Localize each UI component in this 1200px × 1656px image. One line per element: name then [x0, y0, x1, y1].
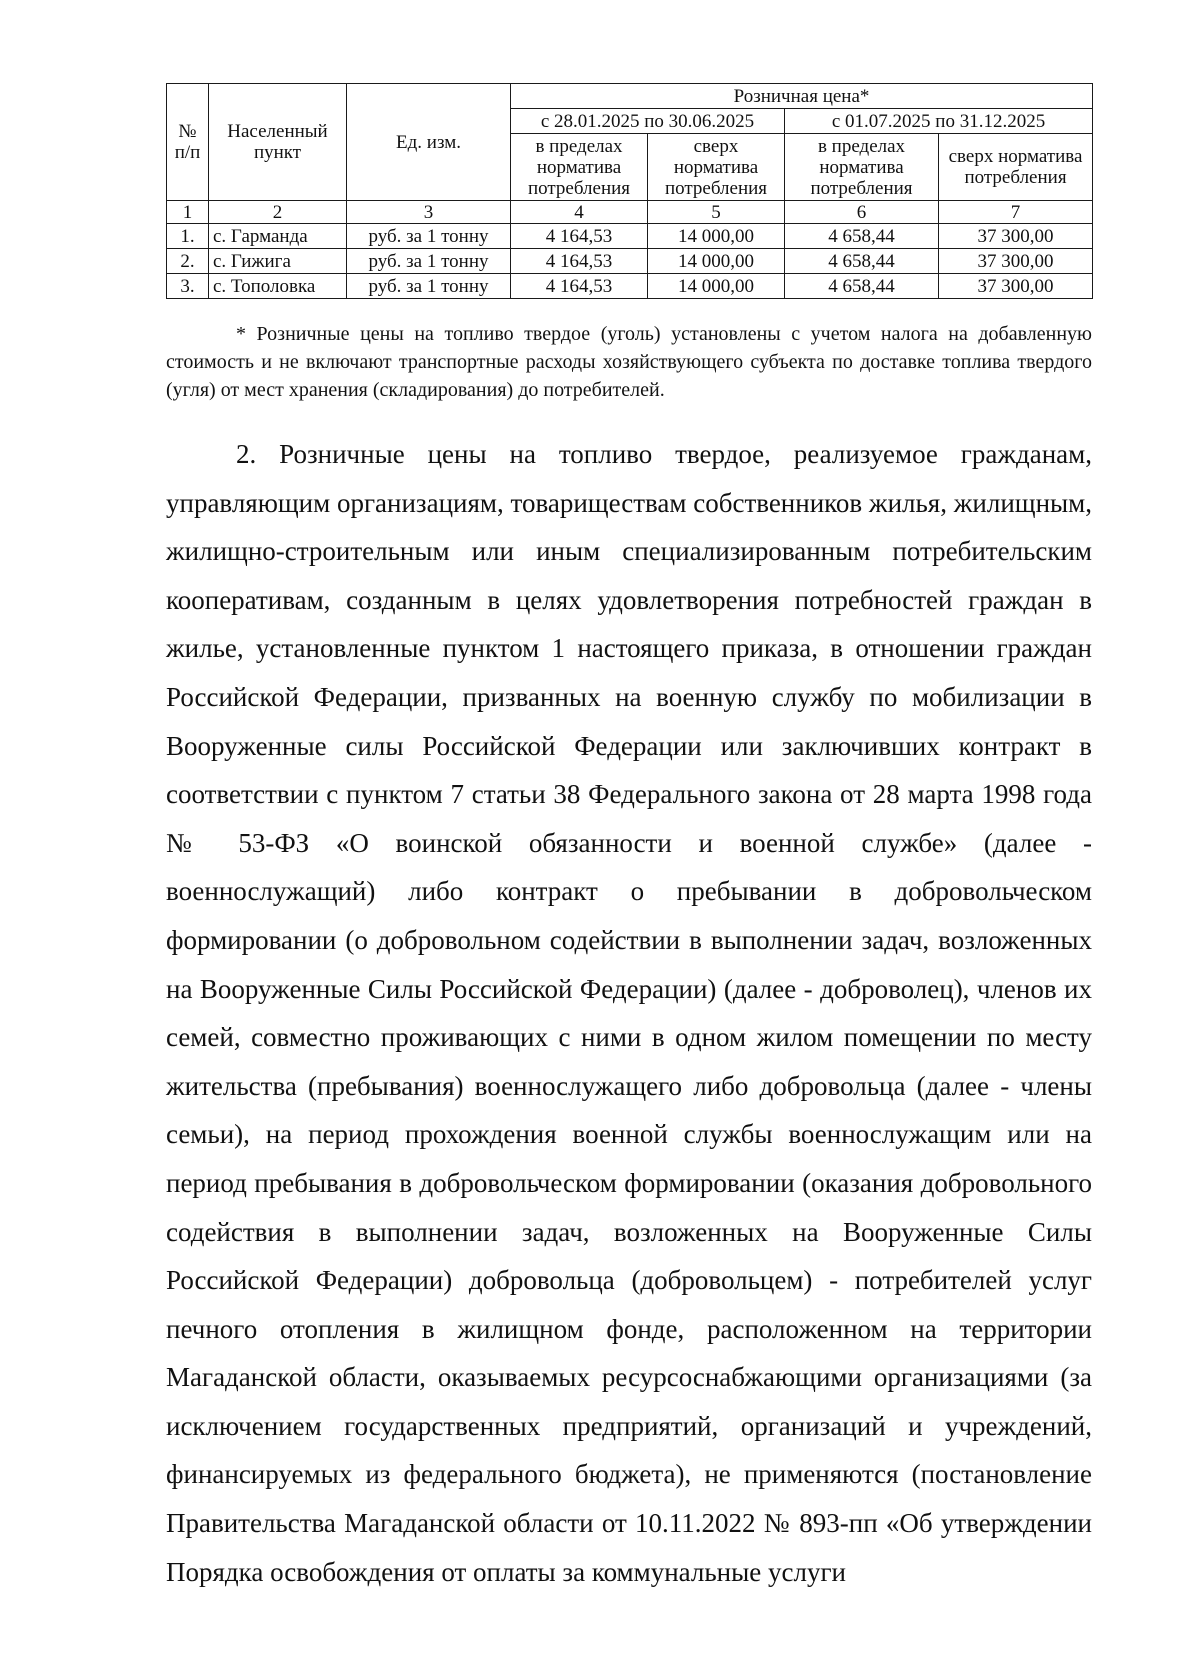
table-footnote [166, 320, 1092, 404]
header-p2-above-norm: сверх норматива потребления [939, 134, 1093, 201]
table-row [167, 224, 1093, 249]
row-settlement: с. Гижига [209, 249, 347, 274]
row-num: 2. [167, 249, 209, 274]
column-number-row [167, 201, 1093, 224]
row-unit: руб. за 1 тонну [347, 274, 511, 299]
header-p1-above-norm: сверх норматива потребления [648, 134, 785, 201]
footnote-text: * Розничные цены на топливо твердое (уголь) установлены с учетом налога на добавленную стоимость и не включают транспортные расходы хозяйствующего субъекта по доставке топлива твердого (угля) от мест хранения (складирования) до потребителей. [166, 323, 1092, 401]
header-period-2: с 01.07.2025 по 31.12.2025 [785, 109, 1093, 134]
header-p1-within-norm: в пределах норматива потребления [511, 134, 648, 201]
row-p1-above: 14 000,00 [648, 274, 785, 299]
row-p2-within: 4 658,44 [785, 224, 939, 249]
column-number: 5 [648, 201, 785, 224]
row-settlement: с. Тополовка [209, 274, 347, 299]
row-unit: руб. за 1 тонну [347, 224, 511, 249]
header-settlement: Населенный пункт [209, 84, 347, 201]
row-p2-above: 37 300,00 [939, 249, 1093, 274]
column-number: 2 [209, 201, 347, 224]
row-p1-within: 4 164,53 [511, 249, 648, 274]
row-unit: руб. за 1 тонну [347, 249, 511, 274]
table-header-row [167, 84, 1093, 109]
table-row [167, 249, 1093, 274]
column-number: 7 [939, 201, 1093, 224]
row-p2-above: 37 300,00 [939, 224, 1093, 249]
header-unit: Ед. изм. [347, 84, 511, 201]
column-number: 4 [511, 201, 648, 224]
row-p1-within: 4 164,53 [511, 274, 648, 299]
row-p2-within: 4 658,44 [785, 274, 939, 299]
row-num: 3. [167, 274, 209, 299]
row-p2-within: 4 658,44 [785, 249, 939, 274]
header-p2-within-norm: в пределах норматива потребления [785, 134, 939, 201]
row-p1-above: 14 000,00 [648, 249, 785, 274]
paragraph-2: 2. Розничные цены на топливо твердое, реализуемое гражданам, управляющим организациям, товариществам собственников жилья, жилищным, жилищно-строительным или иным специализированным потребительским кооперативам, созданным в целях удовлетворения потребностей граждан в жилье, установленные пунктом 1 настоящего приказа, в отношении граждан Российской Федерации, призванных на военную службу по мобилизации в Вооруженные силы Российской Федерации или заключивших контракт в соответствии с пунктом 7 статьи 38 Федерального закона от 28 марта 1998 года № 53-ФЗ «О воинской обязанности и военной службе» (далее - военнослужащий) либо контракт о пребывании в добровольческом формировании (о добровольном содействии в выполнении задач, возложенных на Вооруженные Силы Российской Федерации) (далее - доброволец), членов их семей, совместно проживающих с ними в одном жилом помещении по месту жительства (пребывания) военнослужащего либо добровольца (далее - члены семьи), на период прохождения военной службы военнослужащим или на период пребывания в добровольческом формировании (оказания добровольного содействия в выполнении задач, возложенных на Вооруженные Силы Российской Федерации) добровольца (добровольцем) - потребителей услуг печного отопления в жилищном фонде, расположенном на территории Магаданской области, оказываемых ресурсоснабжающими организациями (за исключением государственных предприятий, организаций и учреждений, финансируемых из федерального бюджета), не применяются (постановление Правительства Магаданской области от 10.11.2022 № 893-пп «Об утверждении Порядка освобождения от оплаты за коммунальные услуги [166, 439, 1092, 1587]
header-retail-price: Розничная цена* [511, 84, 1093, 109]
retail-price-table [166, 83, 1093, 299]
row-p1-above: 14 000,00 [648, 224, 785, 249]
row-settlement: с. Гарманда [209, 224, 347, 249]
header-period-1: с 28.01.2025 по 30.06.2025 [511, 109, 785, 134]
header-num: № п/п [167, 84, 209, 201]
column-number: 1 [167, 201, 209, 224]
table-row [167, 274, 1093, 299]
row-num: 1. [167, 224, 209, 249]
row-p2-above: 37 300,00 [939, 274, 1093, 299]
row-p1-within: 4 164,53 [511, 224, 648, 249]
column-number: 6 [785, 201, 939, 224]
column-number: 3 [347, 201, 511, 224]
